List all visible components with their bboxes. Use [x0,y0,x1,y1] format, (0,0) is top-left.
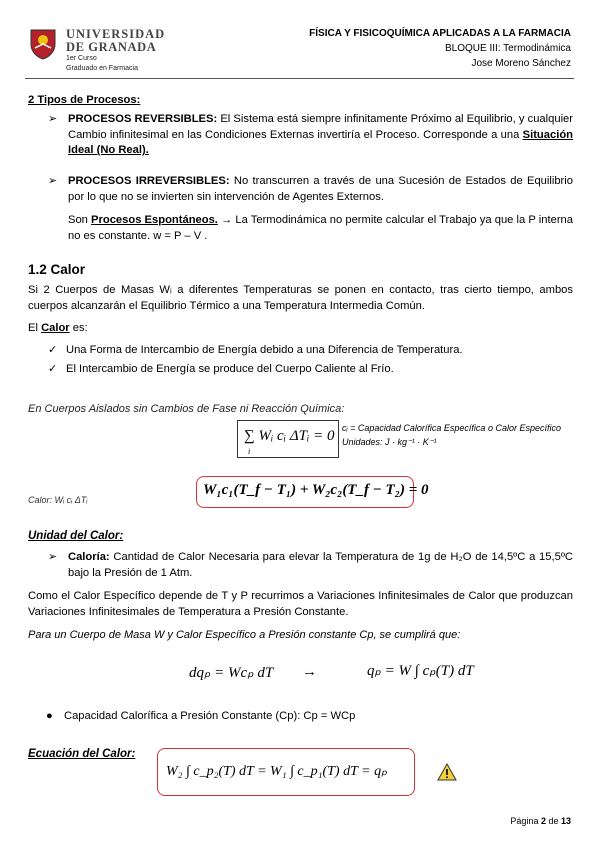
section-title-ecuacion: Ecuación del Calor: [28,748,136,760]
page-number: 2 [540,816,546,826]
subject-title: FÍSICA Y FISICOQUÍMICA APLICADAS A LA FARMACIA [309,28,571,39]
formula-sum: ∑ Wᵢ cᵢ ΔTᵢ = 0 [244,428,335,444]
implies-arrow-icon: → [302,663,317,680]
formula-dqp: dqₚ = Wcₚ dT [189,665,274,681]
bullet-dot-icon: ● [46,710,53,722]
formula-qp-integral: qₚ = W ∫ cₚ(T) dT [367,663,474,679]
aislados-text: En Cuerpos Aislados sin Cambios de Fase ni Reacción Química: [28,403,345,415]
check-item-2-text: El Intercambio de Energía se produce del Cuerpo Caliente al Frío. [66,363,394,375]
text-son: Son [68,214,92,226]
check-item-1 [48,343,463,359]
text-caloria: Cantidad de Calor Necesaria para elevar la Temperatura de 1g de H₂O de 14,5ºC a 15,5ºC bajo la Presión de 1 Atm. [68,551,573,579]
degree-label: Graduado en Farmacia [66,65,138,72]
label-irreversibles: PROCESOS IRREVERSIBLES: [68,175,230,187]
calor-intro-text: Si 2 Cuerpos de Masas Wᵢ a diferentes Temperaturas se ponen en contacto, tras cierto tiempo, ambos cuerpos alcanzarán el Equilibrio Térmico a una Temperatura Intermedia Común. [28,284,573,312]
label-caloria: Caloría: [68,551,110,563]
section-title-calor: 1.2 Calor [28,262,86,277]
para-text: Para un Cuerpo de Masa W y Calor Específico a Presión constante Cp, se cumplirá que: [28,629,461,641]
text-cp: Capacidad Calorífica a Presión Constante (Cp): Cp = WCp [64,710,356,722]
arrow-bullet-icon: ➢ [48,113,58,125]
list-item-reversibles [48,112,573,159]
checkmark-icon: ✓ [48,363,58,375]
text-irreversibles: No transcurren a través de una Sucesión de Estados de Equilibrio por lo que no se invierten sin intervención de Agentes Externos. [68,175,573,203]
calor-intro [28,283,573,314]
calor-es-line [28,322,88,334]
label-reversibles: PROCESOS REVERSIBLES: [68,113,218,125]
check-item-1-text: Una Forma de Intercambio de Energía debido a una Diferencia de Temperatura. [66,344,463,356]
university-name-line1: UNIVERSIDAD [66,27,166,41]
list-item-irreversibles [48,174,573,205]
list-item-cp [46,710,355,722]
arrow-bullet-icon: ➢ [48,551,58,563]
formula-sum-box [237,420,339,458]
formula-equilibrium: W₁c₁(T_f − T₁) + W₂c₂(T_f − T₂) = 0 [203,482,429,498]
page-of: de [545,816,561,826]
university-crest-icon [25,26,61,62]
formula-sum-index: i [248,447,251,456]
page-label: Página [510,816,541,826]
checkmark-icon: ✓ [48,344,58,356]
page-footer [510,816,571,826]
course-label: 1er Curso [66,55,97,62]
section-title-tipos: 2 Tipos de Procesos: [28,94,141,106]
page-total: 13 [560,816,571,826]
formula-heat-equation: W₂ ∫ c_p₂(T) dT = W₁ ∫ c_p₁(T) dT = qₚ [166,764,388,779]
formula-equilibrium-box [196,476,429,508]
units-text: Unidades: J · kg⁻¹ · K⁻¹ [342,437,437,447]
text-calor-word: Calor [41,322,70,334]
header-divider [25,78,574,79]
text-termodinamica-trabajo: → La Termodinámica no permite calcular el Trabajo ya que la P interna no es constante. w = P – V . [68,214,573,242]
author-name: Jose Moreno Sánchez [471,58,571,69]
text-procesos-espontaneos: Procesos Espontáneos. [91,214,218,226]
list-item-espontaneos [48,213,573,244]
formula-heat-equation-box [157,748,415,796]
check-item-2 [48,362,394,378]
ci-definition: cᵢ = Capacidad Calorífica Específica o Calor Específico [342,423,561,433]
text-es: es: [69,322,88,334]
arrow-bullet-icon: ➢ [48,175,58,187]
list-item-caloria [48,550,573,581]
text-situacion-ideal: Situación Ideal (No Real). [68,128,573,157]
text-reversibles: El Sistema está siempre infinitamente Próximo al Equilibrio, y cualquier Cambio infinitesimal en las Condiciones Externas invertiría el Proceso. Corresponde a una [68,113,573,141]
block-title: BLOQUE III: Termodinámica [445,43,571,54]
university-name-line2: DE GRANADA [66,40,157,54]
section-title-unidad: Unidad del Calor: [28,530,124,542]
warning-icon [437,763,457,786]
como-text: Como el Calor Específico depende de T y P recurrimos a Variaciones Infinitesimales de Calor que produzcan Variaciones Infinitesimales de Temperatura a Presión Constante. [28,590,573,618]
calor-label: Calor: Wᵢ cᵢ ΔTᵢ [28,495,88,505]
text-el: El [28,322,42,334]
